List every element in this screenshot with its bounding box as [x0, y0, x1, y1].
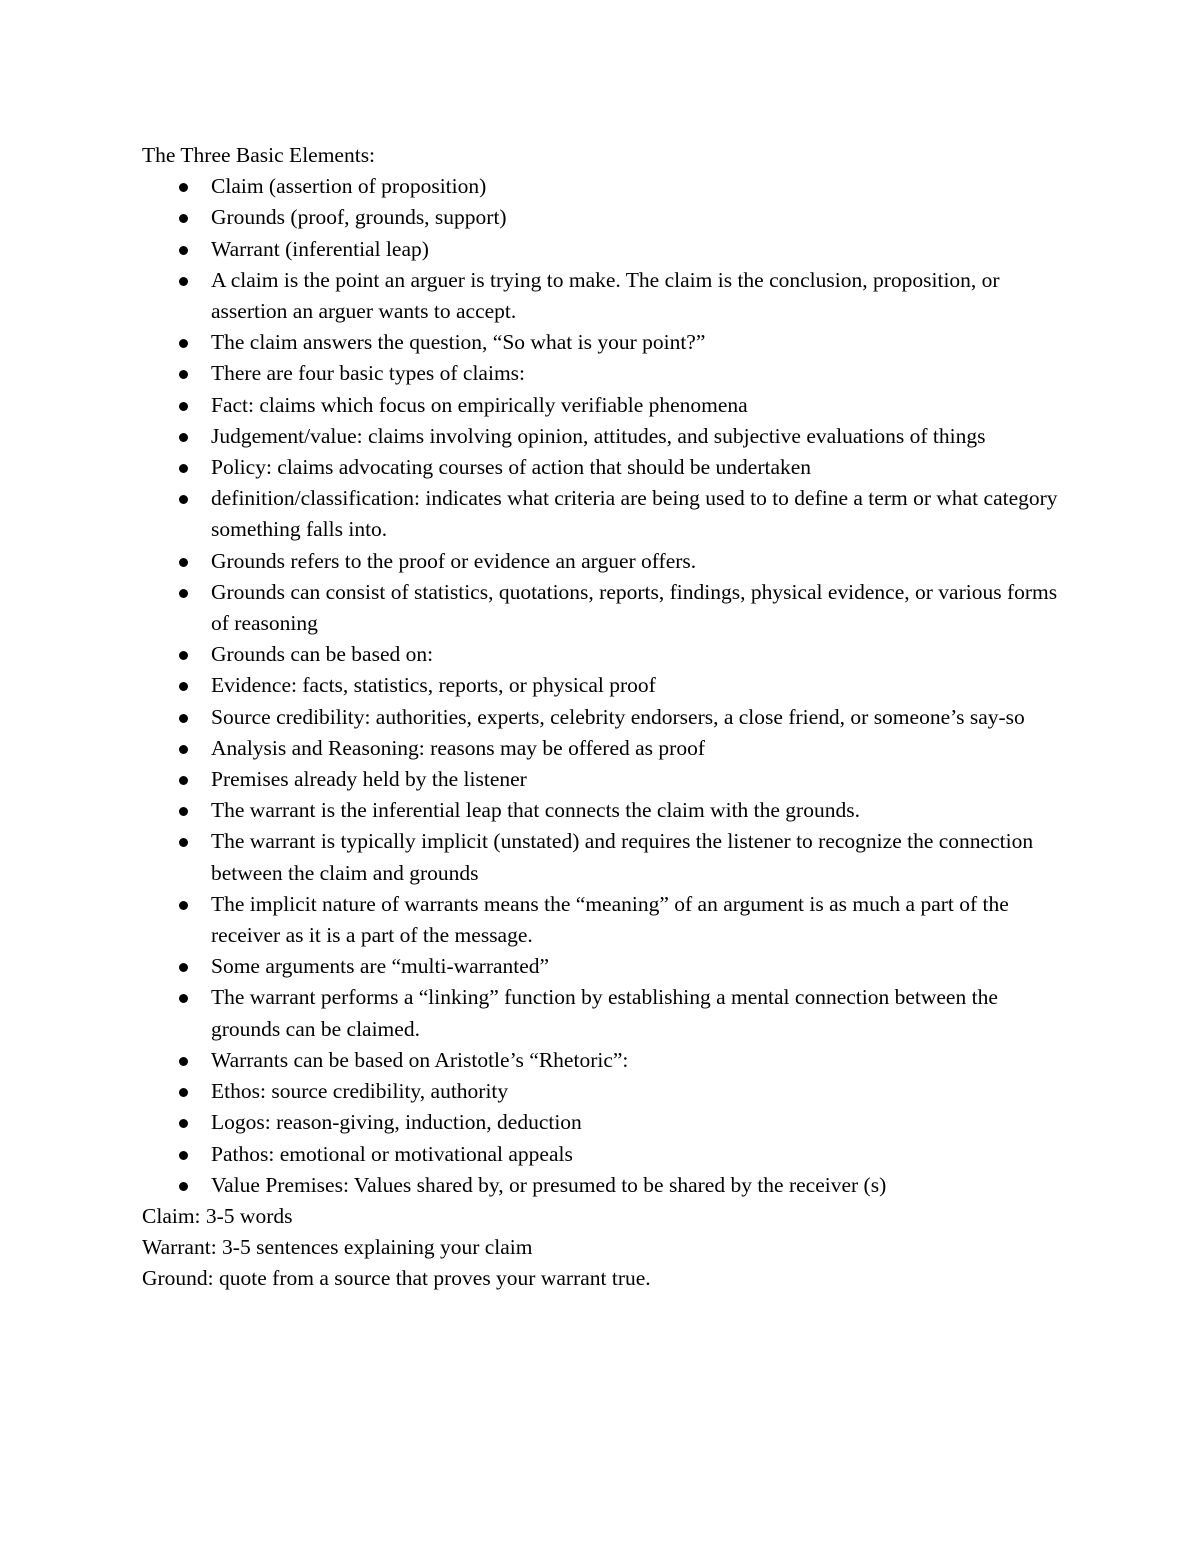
ground-guideline: Ground: quote from a source that proves your warrant true. — [142, 1266, 651, 1291]
list-item: Grounds can be based on: — [211, 639, 1062, 670]
list-item: Evidence: facts, statistics, reports, or physical proof — [211, 670, 1062, 701]
list-item: Source credibility: authorities, experts, celebrity endorsers, a close friend, or someone’s say-so — [211, 702, 1062, 733]
list-item: Ethos: source credibility, authority — [211, 1076, 1062, 1107]
list-item: Value Premises: Values shared by, or presumed to be shared by the receiver (s) — [211, 1170, 1062, 1201]
bullet-icon — [179, 433, 188, 442]
bullet-icon — [179, 1151, 188, 1160]
bullet-icon — [179, 183, 188, 192]
bullet-icon — [179, 838, 188, 847]
list-item: The warrant is the inferential leap that connects the claim with the grounds. — [211, 795, 1062, 826]
list-item: There are four basic types of claims: — [211, 358, 1062, 389]
bullet-icon — [179, 1182, 188, 1191]
list-item: Analysis and Reasoning: reasons may be offered as proof — [211, 733, 1062, 764]
bullet-list — [142, 171, 1062, 1201]
bullet-icon — [179, 277, 188, 286]
list-item: Claim (assertion of proposition) — [211, 171, 1062, 202]
bullet-icon — [179, 776, 188, 785]
list-item: Judgement/value: claims involving opinion, attitudes, and subjective evaluations of things — [211, 421, 1062, 452]
list-item: Some arguments are “multi-warranted” — [211, 951, 1062, 982]
list-item: The implicit nature of warrants means the “meaning” of an argument is as much a part of the receiver as it is a part of the message. — [211, 889, 1062, 951]
list-item: Policy: claims advocating courses of action that should be undertaken — [211, 452, 1062, 483]
list-item: Grounds refers to the proof or evidence an arguer offers. — [211, 546, 1062, 577]
bullet-icon — [179, 714, 188, 723]
list-item: A claim is the point an arguer is trying to make. The claim is the conclusion, proposition, or assertion an arguer wants to accept. — [211, 265, 1062, 327]
bullet-icon — [179, 745, 188, 754]
list-item: Grounds (proof, grounds, support) — [211, 202, 1062, 233]
list-item: The claim answers the question, “So what is your point?” — [211, 327, 1062, 358]
list-item: Logos: reason-giving, induction, deduction — [211, 1107, 1062, 1138]
list-item: Premises already held by the listener — [211, 764, 1062, 795]
bullet-icon — [179, 901, 188, 910]
bullet-icon — [179, 402, 188, 411]
bullet-icon — [179, 339, 188, 348]
bullet-icon — [179, 246, 188, 255]
document-page — [142, 140, 1062, 1295]
list-item: Grounds can consist of statistics, quotations, reports, findings, physical evidence, or various forms of reasoning — [211, 577, 1062, 639]
bullet-icon — [179, 807, 188, 816]
list-item: Warrants can be based on Aristotle’s “Rhetoric”: — [211, 1045, 1062, 1076]
document-heading: The Three Basic Elements: — [142, 143, 376, 167]
list-item: Warrant (inferential leap) — [211, 234, 1062, 265]
bullet-icon — [179, 214, 188, 223]
bullet-icon — [179, 963, 188, 972]
list-item: Pathos: emotional or motivational appeals — [211, 1139, 1062, 1170]
bullet-icon — [179, 495, 188, 504]
bullet-icon — [179, 589, 188, 598]
bullet-icon — [179, 1057, 188, 1066]
bullet-icon — [179, 370, 188, 379]
bullet-icon — [179, 464, 188, 473]
bullet-icon — [179, 682, 188, 691]
warrant-guideline: Warrant: 3-5 sentences explaining your claim — [142, 1235, 533, 1260]
list-item: The warrant is typically implicit (unstated) and requires the listener to recognize the connection between the claim and grounds — [211, 826, 1062, 888]
list-item: Fact: claims which focus on empirically verifiable phenomena — [211, 390, 1062, 421]
claim-guideline: Claim: 3-5 words — [142, 1203, 293, 1228]
bullet-icon — [179, 651, 188, 660]
bullet-icon — [179, 1119, 188, 1128]
bullet-icon — [179, 994, 188, 1003]
bullet-icon — [179, 558, 188, 567]
list-item: The warrant performs a “linking” function by establishing a mental connection between the grounds can be claimed. — [211, 982, 1062, 1044]
bullet-icon — [179, 1088, 188, 1097]
list-item: definition/classification: indicates what criteria are being used to to define a term or what category something falls into. — [211, 483, 1062, 545]
